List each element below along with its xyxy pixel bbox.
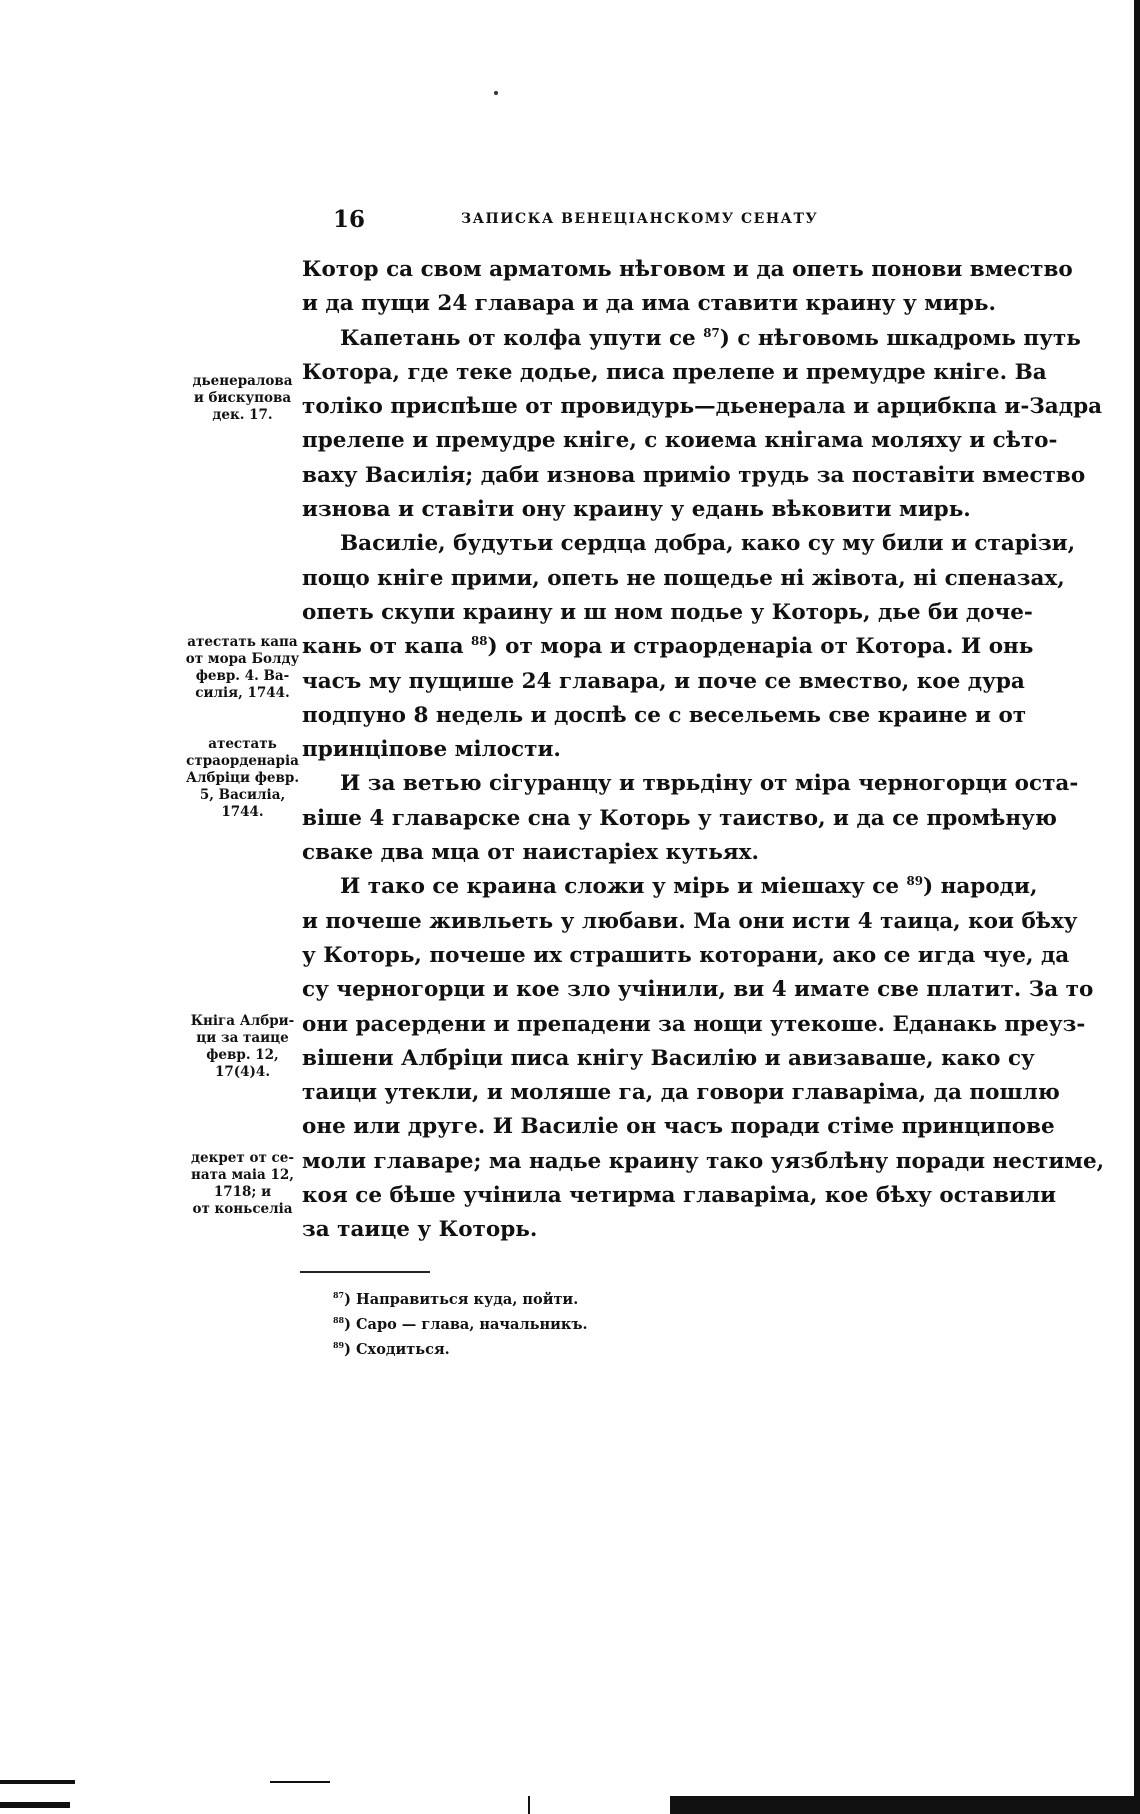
text-line: они расердени и препадени за нощи утекоше. Еданакь преуз-: [302, 1011, 1086, 1037]
text-line: и да пущи 24 главара и да има ставити краину у мирь.: [302, 291, 996, 317]
margin-note: атестать капа от мора Болду февр. 4. Ва- силія, 1744.: [185, 634, 300, 701]
scan-mark-bottom-left: [0, 1780, 75, 1784]
text-line: принціпове мілости.: [302, 737, 561, 763]
text-line: кань от капа $^{88}$) от мора и страорденаріа от Котора. И онь: [302, 634, 1034, 660]
footnote: $^{88}$) Саро — глава, начальникъ.: [333, 1316, 588, 1333]
text-line: віше 4 главарске сна у Которь у таиство, и да се промѣную: [302, 805, 1057, 831]
text-line: Капетань от колфа упути се $^{87}$) с нѣговомь шкадромь путь: [340, 325, 1081, 351]
text-line: подпуно 8 недель и доспѣ се с весельемь све краине и от: [302, 702, 1027, 728]
text-line: Василіе, будутьи сердца добра, како су му били и старізи,: [340, 531, 1076, 557]
text-line: Котор са свом арматомь нѣговом и да опеть понови вмество: [302, 257, 1073, 282]
scan-mark-bottom-left: [0, 1802, 70, 1808]
text-line: у Которь, почеше их страшить которани, ако се игда чуе, да: [302, 942, 1070, 968]
main-text: [302, 253, 1105, 1248]
footnote-rule: [300, 1271, 430, 1273]
text-line: И тако се краина сложи у мірь и міешаху се $^{89}$) народи,: [340, 874, 1038, 900]
footnotes: [333, 1287, 588, 1362]
text-line: ваху Василія; даби изнова приміо трудь за поставіти вмество: [302, 462, 1086, 488]
text-line: су черногорци и кое зло учінили, ви 4 имате све платит. За то: [302, 977, 1094, 1003]
footnote: $^{89}$) Сходиться.: [333, 1341, 450, 1358]
text-line: прелепе и премудре кніге, с коиема кнігама моляху и сѣто-: [302, 428, 1058, 454]
running-title: ЗАПИСКА ВЕНЕЦIАНСКОМУ СЕНАТУ: [461, 211, 819, 227]
text-line: таици утекли, и моляше га, да говори главаріма, да пошлю: [302, 1080, 1060, 1106]
scan-edge-bottom: [670, 1796, 1140, 1814]
page-header: [333, 206, 968, 234]
text-line: И за ветью сігуранцу и тврьдіну от міра черногорци оста-: [340, 771, 1079, 797]
footnote-ref: 89: [906, 874, 923, 889]
text-line: за таице у Которь.: [302, 1217, 538, 1243]
margin-note: дьенералова и бискупова дек. 17.: [192, 373, 293, 423]
text-line: оне или друге. И Василіе он часъ поради стіме принципове: [302, 1114, 1055, 1140]
margin-note: атестать страорденаріа Албріци февр. 5, Василіа, 1744.: [185, 736, 300, 820]
footnote-ref: 88: [471, 634, 488, 649]
footnote: $^{87}$) Направиться куда, пойти.: [333, 1291, 579, 1308]
text-line: Котора, где теке додье, писа прелепе и премудре кніге. Ва: [302, 359, 1047, 385]
text-line: коя се бѣше учінила четирма главаріма, кое бѣху оставили: [302, 1183, 1057, 1209]
text-line: вішени Албріци писа кнігу Василію и авизаваше, како су: [302, 1045, 1035, 1071]
text-line: опеть скупи краину и ш ном подье у Которь, дье би доче-: [302, 599, 1033, 625]
footnote-ref: 87: [703, 325, 720, 340]
scan-mark-bottom: [270, 1781, 330, 1783]
margin-note: декрет от се- ната маіа 12, 1718; и от коньселіа: [191, 1150, 294, 1217]
text-line: и почеше живльеть у любави. Ма они исти 4 таица, кои бѣху: [302, 908, 1078, 934]
text-line: часъ му пущише 24 главара, и поче се вмество, кое дура: [302, 668, 1025, 694]
text-line: пощо кніге прими, опеть не пощедье ні жівота, ні спеназах,: [302, 565, 1065, 591]
page-number: 16: [333, 206, 366, 233]
margin-note: Кніга Албри- ци за таице февр. 12, 17(4)4.: [190, 1013, 295, 1080]
text-line: толіко приспѣше от провидурь—дьенерала и арцибкпа и-Задра: [302, 394, 1103, 420]
text-line: моли главаре; ма надье краину тако уязблѣну поради нестиме,: [302, 1148, 1105, 1174]
speck-mark: [494, 91, 498, 95]
text-line: сваке два мца от наистаріех кутьях.: [302, 840, 759, 866]
scan-mark-bottom: [528, 1796, 530, 1814]
scan-edge-right: [1134, 0, 1140, 1814]
text-line: изнова и ставіти ону краину у едань вѣковити мирь.: [302, 497, 971, 523]
